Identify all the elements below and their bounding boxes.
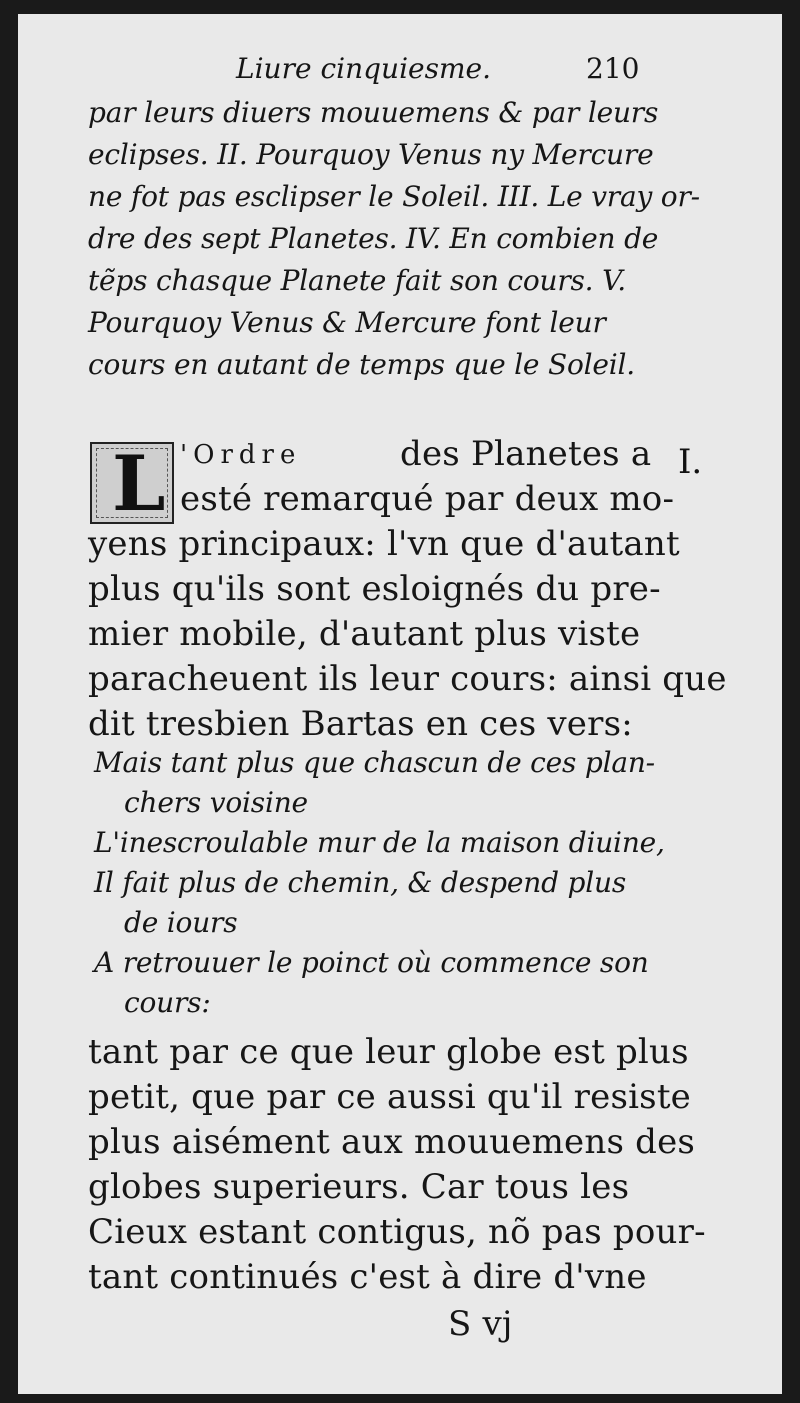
body-line: tant continués c'est à dire d'vne [88,1257,647,1297]
summary-line: cours en autant de temps que le Soleil. [88,348,635,381]
body-line: tant par ce que leur globe est plus [88,1032,689,1072]
body-line: Cieux estant contigus, nõ pas pour- [88,1212,706,1252]
signature-mark: S vj [448,1304,513,1344]
body-line: paracheuent ils leur cours: ainsi que [88,659,727,699]
body-line: plus qu'ils sont esloignés du pre- [88,569,661,609]
opening-line: des Planetes a [400,434,652,474]
verse-line: de iours [124,906,238,939]
summary-line: eclipses. II. Pourquoy Venus ny Mercure [88,138,654,171]
body-line: yens principaux: l'vn que d'autant [88,524,680,564]
opening-smallcaps: 'Ordre [180,440,302,470]
body-line: globes superieurs. Car tous les [88,1167,630,1207]
verse-line: chers voisine [124,786,308,819]
body-line: esté remarqué par deux mo- [180,479,675,519]
body-line: mier mobile, d'autant plus viste [88,614,641,654]
verse-line: cours: [124,986,211,1019]
margin-note: I. [678,442,703,482]
book-page [18,14,782,1394]
running-head: Liure cinquiesme. [236,52,491,85]
summary-line: ne fot pas esclipser le Soleil. III. Le vray or- [88,180,700,213]
verse-line: A retrouuer le poinct où commence son [94,946,649,979]
summary-line: tẽps chasque Planete fait son cours. V. [88,264,626,297]
summary-line: dre des sept Planetes. IV. En combien de [88,222,659,255]
verse-line: L'inescroulable mur de la maison diuine, [94,826,665,859]
summary-line: par leurs diuers mouuemens & par leurs [88,96,659,129]
verse-line: Mais tant plus que chascun de ces plan- [94,746,655,779]
body-line: plus aisément aux mouuemens des [88,1122,696,1162]
page-number: 210 [586,52,640,85]
body-line: dit tresbien Bartas en ces vers: [88,704,633,744]
body-line: petit, que par ce aussi qu'il resiste [88,1077,691,1117]
verse-line: Il fait plus de chemin, & despend plus [94,866,627,899]
ornamental-initial [90,439,174,528]
summary-line: Pourquoy Venus & Mercure font leur [88,306,606,339]
initial-letter: L [112,439,166,528]
